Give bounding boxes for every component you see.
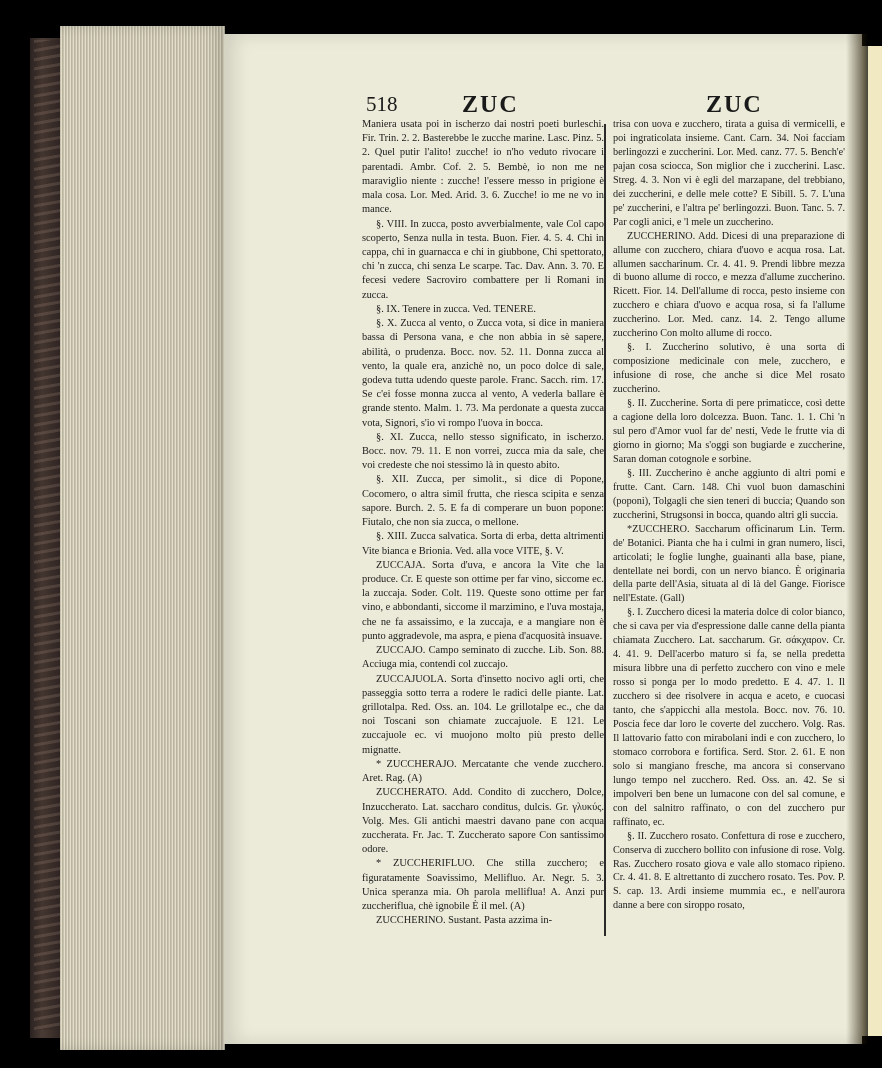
entry-paragraph: §. I. Zucchero dicesi la materia dolce di color bianco, che si cava per via d'espressione dalle canne della pianta chiamata Zucchero. Lat. saccharum. Gr. σάκχαρον. Cr. 4. 41. 9. Dell'acerbo maturo si fa, se nella predetta misura libbre una di perfetto zucchero con vino e mele rosso si ponga per lo modo predetto. E 4. 47. 1. Il zucchero si dee risolvere in acqua e aceto, e cuocasi tanto, che s'appicchi alla mestola. Bocc. nov. 76. 10. Poscia fece dar loro le coverte del zucchero. Volg. Ras. Il lattovario fatto con mirabolani indi e con zucchero, lo stomaco corrobora e fortifica. Serd. Stor. 2. 61. E non solo si mangiano fresche, ma ancora si conservano lungo tempo nel zucchero. Red. Oss. an. 42. Se si impolveri ben bene un lumacone con del sal comune, e con del salnitro raffinato, o con del zucchero pur raffinato, ec. bbox=[613, 607, 845, 828]
entry-paragraph: §. IX. Tenere in zucca. Ved. TENERE. bbox=[376, 303, 536, 315]
entry-paragraph: §. XII. Zucca, per simolit., si dice di Popone, Cocomero, o altra simil frutta, che riesca scipita e senza sapore. Burch. 2. 5. E fa di comperare un buon popone: Fiutalo, che non sia zucca, o mellone. bbox=[362, 474, 604, 529]
headword-left: ZUC bbox=[462, 92, 519, 118]
entry-paragraph: §. II. Zucchero rosato. Confettura di rose e zucchero, Conserva di zucchero bollito con infusione di rose. Volg. Ras. Zucchero rosato giova e vale allo stomaco ripieno. Cr. 4. 41. 8. E altrettanto di zucchero rosato. Tes. Pov. P. S. cap. 13. Ardi insieme mummia ec., e nell'aurora danne a bere con siroppo rosato, bbox=[613, 830, 845, 912]
gutter-shadow bbox=[846, 34, 868, 1044]
entry-paragraph: §. III. Zuccherino è anche aggiunto di altri pomi e frutte. Cant. Carn. 148. Chi vuol buon damaschini (poponi), Tolgagli che sien teneri di buccia; Quando son zuccherini, Strugsonsi in bocca, quando altri gli succia. bbox=[613, 467, 845, 521]
page-number: 518 bbox=[366, 92, 398, 116]
column-right bbox=[613, 118, 845, 913]
entry-paragraph: §. XI. Zucca, nello stesso significato, in ischerzo. Bocc. nov. 79. 11. E non vorrei, zucca mia da sale, che voi credeste che noi stessimo là in questo abito. bbox=[362, 431, 604, 472]
column-divider bbox=[604, 124, 606, 936]
entry-paragraph: ZUCCAJUOLA. Sorta d'insetto nocivo agli orti, che passeggia sotto terra a rodere le radici delle piante. Lat. grillotalpa. Red. Oss. an. 104. Le grillotalpe ec., che da noi Toscani son chiamate zuccajuole. E 121. Le zuccajuole ec. vi muojono molto più presto delle mignatte. bbox=[362, 673, 604, 756]
entry-paragraph: *ZUCCHERO. Saccharum officinarum Lin. Term. de' Botanici. Pianta che ha i culmi in gran numero, lisci, articolati; le foglie lunghe, guainanti alla base, piane, dentellate nei bordi, con un nervo bianco. È originaria della parte dell'Asia, situata al di là del Gange. Fiorisce nell'Estate. (Gall) bbox=[613, 523, 845, 605]
entry-paragraph: §. II. Zuccherine. Sorta di pere primaticce, così dette a cagione della loro dolcezza. Buon. Tanc. 1. 1. Chi 'n sul pero d'Amor vuol far de' nesti, Vede le frutte via di giorno in giorno; Ma s'oggi son bugiarde e zuccherine, Saran doman cotognole e sorbine. bbox=[613, 398, 845, 465]
entry-paragraph: §. VIII. In zucca, posto avverbialmente, vale Col capo scoperto, Senza nulla in testa. Buon. Fier. 4. 5. 4. Chi in cappa, chi in guarnacca e chi in giubbone, Chi spettorato, chi 'n zucca, chi senza Le scarpe. Tac. Dav. Ann. 3. 70. E fecesi vedere Sacroviro combattere per li Romani in zucca. bbox=[362, 218, 604, 301]
headword-right: ZUC bbox=[706, 92, 763, 118]
page-edges bbox=[60, 26, 225, 1050]
entry-paragraph: §. XIII. Zucca salvatica. Sorta di erba, detta altrimenti Vite bianca e Brionia. Ved. alla voce VITE, §. V. bbox=[362, 531, 604, 557]
column-left bbox=[362, 118, 604, 928]
entry-paragraph: * ZUCCHERIFLUO. Che stilla zucchero; e figuratamente Soavissimo, Mellifluo. Ar. Negr. 5. 3. Unica speranza mia. Oh parola melliflua! A. Anzi pur zuccheriflua, chè ignobile È il mel. (A) bbox=[362, 858, 604, 913]
entry-paragraph: ZUCCAJO. Campo seminato di zucche. Lib. Son. 88. Acciuga mia, contendi col zuccajo. bbox=[362, 645, 604, 671]
entry-paragraph: §. I. Zuccherino solutivo, è una sorta di composizione medicinale con mele, zucchero, e infusione di rose, che anche si dice Mel rosato zuccherino. bbox=[613, 342, 845, 396]
entry-paragraph: trisa con uova e zucchero, tirata a guisa di vermicelli, e poi ingraticolata insieme. Cant. Carn. 34. Noi facciam berlingozzi e zuccherini. Lor. Med. canz. 77. 5. Bench'e' pajan cosa sciocca, Son miglior che i zuccherini. Lasc. Streg. 4. 3. Non vi è egli del marzapane, del trebbiano, dei zuccherini, e delle mele cotte? E Sibill. 5. 7. L'una pe' zuccherini, e l'altra pe' berlingozzi. Buon. Tanc. 5. 7. Par cogli anici, e 'l mele un zuccherino. bbox=[613, 119, 845, 228]
entry-paragraph: ZUCCHERINO. Sustant. Pasta azzima in- bbox=[376, 915, 553, 927]
entry-paragraph: ZUCCAJA. Sorta d'uva, e ancora la Vite che la produce. Cr. E queste son ottime per far vino, siccome ec. la zuccaja. Soder. Colt. 119. Queste sono ottime per far vino, e abbondanti, siccome il marzimino, e l'uva mostaja, che ne fa assaissimo, e la zuccaja, e a mangiare non è punto aggradevole, ma aspra, e piena d'acquosità insuave. bbox=[362, 559, 604, 642]
entry-paragraph: ZUCCHERATO. Add. Condito di zucchero, Dolce, Inzuccherato. Lat. saccharo conditus, dulcis. Gr. γλυκύς. Volg. Mes. Gli antichi maestri davano pane con acqua zuccherata. Fr. Jac. T. Zuccherato sapore Con santissimo odore. bbox=[362, 787, 604, 856]
entry-paragraph: §. X. Zucca al vento, o Zucca vota, si dice in maniera bassa di Persona vana, e che non abbia in sè sapere, abilità, o prudenza. Bocc. nov. 52. 11. Donna zucca al vento, la quale era, anzichè no, un poco dolce di sale, godeva tutta udendo queste parole. Franc. Sacch. rim. 17. Se c'ei fosse monna zucca al vento, A vederla ballare è grande stento. Malm. 1. 73. Ma perdonate a questa zucca vota, Signori, s'io vi rompo l'uova in bocca. bbox=[362, 318, 604, 429]
entry-paragraph: ZUCCHERINO. Add. Dicesi di una preparazione di allume con zucchero, chiara d'uovo e acqua rosa. Lat. allumen saccharinum. Cr. 4. 41. 9. Prendi libbre mezza di buono allume di rocco, e mezza d'allume zuccherino. Ricett. Fior. 14. Dell'allume di rocca, pesto insieme con zucchero e chiara d'uovo e acqua rosa, si fa l'allume zuccherino. Lor. Med. canz. 14. 2. Tengo allume zuccherino Con molto allume di rocco. bbox=[613, 230, 845, 340]
entry-paragraph: * ZUCCHERAJO. Mercatante che vende zucchero. Aret. Rag. (A) bbox=[362, 758, 604, 785]
entry-paragraph: Maniera usata poi in ischerzo dai nostri poeti burleschi. Fir. Trin. 2. 2. Basterebbe le zucche marine. Lasc. Pinz. 5. 2. Quel putir l'alito! zucche! io n'ho veduto rivocare i parentadi. Ambr. Cof. 2. 5. Bembè, io non me ne maraviglio niente : zucche! l'essere messo in prigione è mala cosa. Lor. Med. Arid. 3. 6. Zucche! io me ne vo in mance. bbox=[362, 119, 604, 216]
